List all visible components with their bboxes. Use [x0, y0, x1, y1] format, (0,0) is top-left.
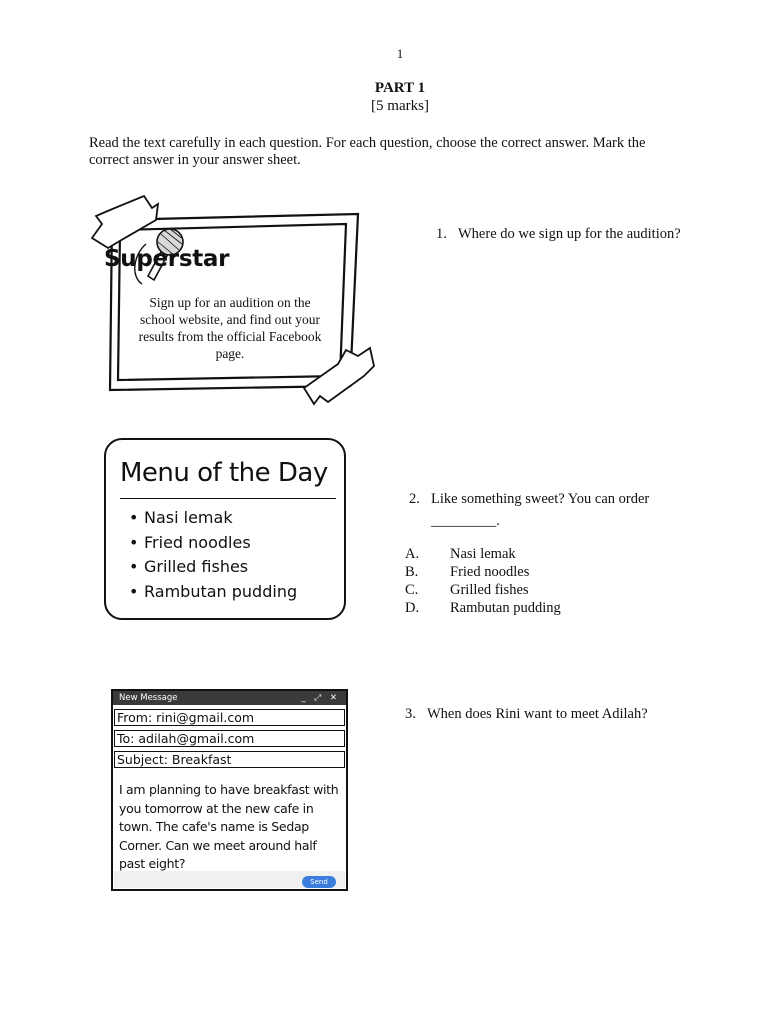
- part-marks: [5 marks]: [371, 98, 429, 114]
- part-title: PART 1: [374, 80, 426, 96]
- menu-list: [144, 506, 297, 604]
- send-button: Send: [302, 876, 336, 888]
- window-controls: _ ⤢ ✕: [301, 693, 340, 703]
- option-a: [405, 545, 516, 563]
- menu-item: • Nasi lemak: [144, 506, 297, 531]
- option-letter: A.: [405, 546, 420, 562]
- option-letter: C.: [405, 582, 419, 598]
- question-text: Like something sweet? You can order: [431, 491, 650, 507]
- menu-divider: [120, 498, 336, 499]
- email-window-title: New Message: [119, 693, 178, 703]
- instructions: Read the text carefully in each question. For each question, choose the correct answer. Mark the correct answer in your answer sheet.: [89, 135, 646, 168]
- email-subject-field: Subject: Breakfast: [114, 751, 345, 768]
- question-text: Where do we sign up for the audition?: [458, 226, 681, 242]
- answer-blank: _________.: [431, 513, 500, 529]
- question-3: [405, 706, 648, 723]
- question-number: 2.: [409, 491, 420, 507]
- menu-item: • Grilled fishes: [144, 555, 297, 580]
- option-text: Nasi lemak: [450, 546, 516, 562]
- option-letter: D.: [405, 600, 420, 616]
- menu-item: • Fried noodles: [144, 531, 297, 556]
- email-body: I am planning to have breakfast with you tomorrow at the new cafe in town. The cafe's name is Sedap Corner. Can we meet around half past eight?: [119, 782, 339, 871]
- question-1: [436, 226, 681, 243]
- poster-text: Sign up for an audition on the school website, and find out your results from the official Facebook page.: [138, 295, 322, 361]
- option-d: [405, 599, 561, 617]
- option-letter: B.: [405, 564, 419, 580]
- question-2: [409, 491, 649, 508]
- question-number: 1.: [436, 226, 447, 242]
- menu-card: [104, 438, 346, 620]
- email-title-bar: [113, 691, 346, 705]
- question-text: When does Rini want to meet Adilah?: [427, 706, 648, 722]
- option-text: Rambutan pudding: [450, 600, 561, 616]
- option-text: Fried noodles: [450, 564, 530, 580]
- option-b: [405, 563, 529, 581]
- email-to-field: To: adilah@gmail.com: [114, 730, 345, 747]
- menu-item: • Rambutan pudding: [144, 580, 297, 605]
- menu-title: Menu of the Day: [120, 458, 328, 488]
- question-number: 3.: [405, 706, 416, 722]
- poster-title: Superstar: [104, 246, 230, 272]
- page-number: 1: [396, 46, 404, 61]
- option-text: Grilled fishes: [450, 582, 529, 598]
- email-from-field: From: rini@gmail.com: [114, 709, 345, 726]
- option-c: [405, 581, 529, 599]
- email-window: [111, 689, 348, 891]
